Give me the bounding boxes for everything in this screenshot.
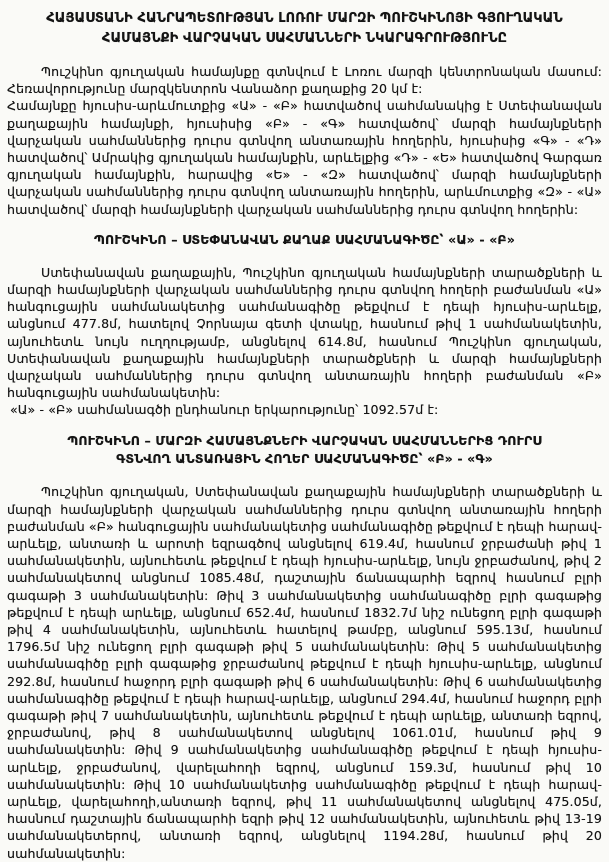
intro-paragraph-location: Պուշկինո գյուղական համայնքը գտնվում է Լոռու մարզի կենտրոնական մասում: Հեռավորությունը մարզկենտրոն Վանաձոր քաղաքից 20 կմ է:: [7, 64, 602, 97]
document-title: ՀԱՅԱՍՏԱՆԻ ՀԱՆՐԱՊԵՏՈՒԹՅԱՆ ԼՈՌՈՒ ՄԱՐԶԻ ՊՈՒՇԿԻՆՈՅԻ ԳՅՈՒՂԱԿԱՆ ՀԱՄԱՅՆՔԻ ՎԱՐՉԱԿԱՆ ՍԱՀՄԱՆՆԵՐԻ ՆԿԱՐԱԳՐՈՒԹՅՈՒՆԸ: [46, 11, 563, 46]
section-heading-a-b: ՊՈՒՇԿԻՆՈ – ՍՏԵՓԱՆԱՎԱՆ ՔԱՂԱՔ ՍԱՀՄԱՆԱԳԻԾԸ՝ «Ա» - «Բ»: [94, 231, 515, 247]
section-a-b-total-length-note: «Ա» - «Բ» սահմանագծի ընդհանուր երկարությունը՝ 1092.57մ է:: [10, 402, 439, 418]
section-heading-b-g: ՊՈՒՇԿԻՆՈ – ՄԱՐԶԻ ՀԱՄԱՅՆՔՆԵՐԻ ՎԱՐՉԱԿԱՆ ՍԱՀՄԱՆՆԵՐԻՑ ԴՈՒՐՍ ԳՏՆՎՈՂ ԱՆՏԱՌԱՅԻՆ ՀՈՂԵՐ ՍԱՀՄԱՆԱԳԻԾԸ՝ «Բ» - «Գ»: [67, 432, 542, 467]
section-b-g-body: Պուշկինո գյուղական, Ստեփանավան քաղաքային համայնքների տարածքների և մարզի համայնքների վարչական սահմաններից դուրս գտնվող անտառային հողերի բաժանման «Բ» հանգուցային սահմանակետից սահմանագիծը թեքվում է դեպի հարավ-արևելք, անտառի և արոտի եզրագծով անցնելով 619.4մ, հասնում ջրբաժանի թիվ 1 սահմանակետին, այնուհետև թեքվում է դեպի հյուսիս-արևելք, նույն ջրբաժանով, թիվ 2 սահմանակետով անցնում 1085.48մ, դաշտային ճանապարհի եզրով հասնում բլրի գագաթի 3 սահմանակետին: Թիվ 3 սահմանակետից սահմանագիծը բլրի գագաթից թեքվում է դեպի արևելք, անցնում 652.4մ, հասնում 1832.7մ նիշ ունեցող բլրի գագաթի թիվ 4 սահմանակետին, այնուհետև հատելով թամբը, անցնում 595.13մ, հասնում 1796.5մ նիշ ունեցող բլրի գագաթի թիվ 5 սահմանակետին: Թիվ 5 սահմանակետից սահմանագիծը բլրի գագաթից ջրբաժանով թեքվում է դեպի հյուսիս-արևելք, անցնում 292.8մ, հասնում հաջորդ բլրի գագաթի թիվ 6 սահմանակետին: Թիվ 6 սահմանակետից սահմանագիծը թեքվում է դեպի հարավ-արևելք, անցնում 294.4մ, հասնում հաջորդ բլրի գագաթի թիվ 7 սահմանակետին, այնուհետև թեքվում է դեպի արևելք, անտառի եզրով, ջրբաժանով, թիվ 8 սահմանակետով անցնելով 1061.01մ, հասնում թիվ 9 սահմանակետին: Թիվ 9 սահմանակետից սահմանագիծը թեքվում է դեպի հյուսիս-արևելք, ջրբաժանով, վարելահողի եզրով, անցնում 159.3մ, հասնում թիվ 10 սահմանակետին: Թիվ 10 սահմանակետից սահմանագիծը թեքվում է դեպի հարավ-արևելք, վարելահողի,անտառի եզրով, թիվ 11 սահմանակետով անցնելով 475.05մ, հասնում դաշտային ճանապարհի եզրի թիվ 12 սահմանակետին, այնուհետև թիվ 13-19 սահմանակետերով, անտառի եզրով, անցնելով 1194.28մ, հասնում թիվ 20 սահմանակետին:: [7, 484, 602, 861]
section-a-b-body: Ստեփանավան քաղաքային, Պուշկինո գյուղական համայնքների տարածքների և մարզի համայնքների վարչական սահմաններից դուրս գտնվող հողերի բաժանման «Ա» հանգուցային սահմանակետից սահմանագիծը թեքվում է դեպի հյուսիս-արևելք, անցնում 477.8մ, հատելով Չորնայա գետի վտակը, հասնում թիվ 1 սահմանակետին, այնուհետև նույն ուղղությամբ, անցնելով 614.8մ, հասնում Պուշկինո գյուղական, Ստեփանավան քաղաքային համայնքների տարածքների և մարզի համայնքների վարչական սահմաններից դուրս գտնվող անտառային հողերի բաժանման «Բ» հանգուցային սահմանակետին:: [7, 264, 602, 401]
intro-paragraph-borders: Համայնքը հյուսիս-արևմուտքից «Ա» - «Բ» հատվածով սահմանակից է Ստեփանավան քաղաքային համայնքի, հյուսիսից «Բ» - «Գ» հատվածով՝ մարզի համայնքների վարչական սահմաններից դուրս գտնվող անտառային հողերին, հյուսիսից «Գ» - «Դ» հատվածով՝ Ամրակից գյուղական համայնքին, արևելքից «Դ» - «Ե» հատվածով Գարգառ գյուղական համայնքին, հարավից «Ե» - «Զ» հատվածով՝ մարզի համայնքների վարչական սահմաններից դուրս գտնվող անտառային հողերին, արևմուտքից «Զ» - «Ա» հատվածով՝ մարզի համայնքների վարչական սահմաններից դուրս գտնվող հողերին:: [7, 98, 602, 217]
